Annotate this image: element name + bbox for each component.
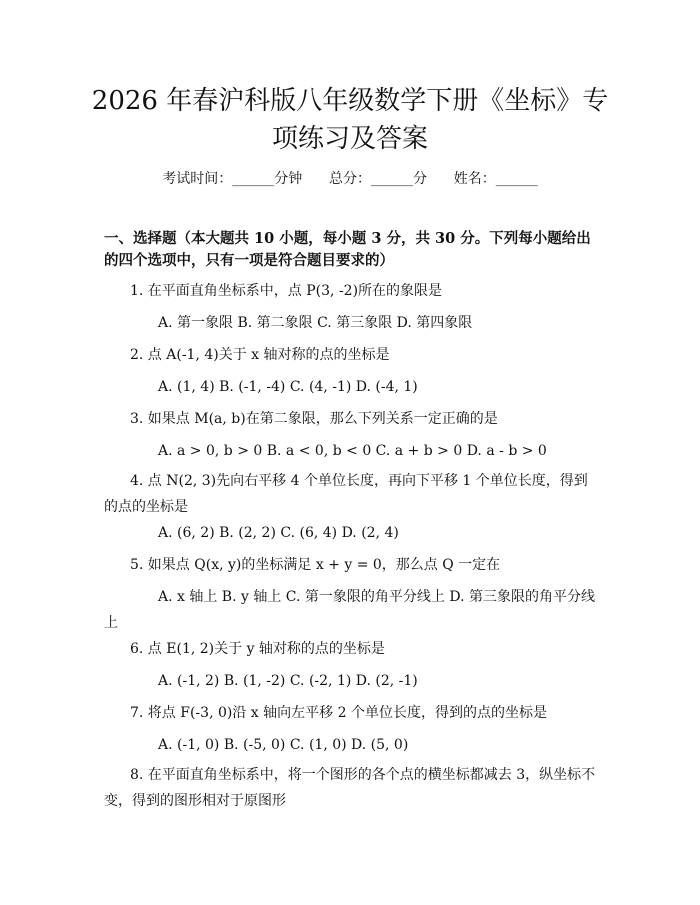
question-4-stem: 4. 点 N(2, 3)先向右平移 4 个单位长度，再向下平移 1 个单位长度，得到的点的坐标是 (104, 473, 588, 515)
question-6-options: A. (-1, 2) B. (1, -2) C. (-2, 1) D. (2, -1) (158, 673, 418, 689)
question-7-stem: 7. 将点 F(-3, 0)沿 x 轴向左平移 2 个单位长度，得到的点的坐标是 (130, 705, 547, 721)
question-6-stem: 6. 点 E(1, 2)关于 y 轴对称的点的坐标是 (130, 641, 385, 657)
question-3-stem: 3. 如果点 M(a, b)在第二象限，那么下列关系一定正确的是 (130, 411, 498, 427)
question-2-stem: 2. 点 A(-1, 4)关于 x 轴对称的点的坐标是 (130, 347, 390, 363)
question-5-stem: 5. 如果点 Q(x, y)的坐标满足 x + y = 0，那么点 Q 一定在 (130, 557, 501, 573)
question-7-options: A. (-1, 0) B. (-5, 0) C. (1, 0) D. (5, 0) (158, 737, 409, 753)
question-4-options: A. (6, 2) B. (2, 2) C. (6, 4) D. (2, 4) (158, 525, 399, 541)
exam-info-line: 考试时间：______分钟 总分：______分 姓名：______ (162, 171, 538, 187)
question-1-options: A. 第一象限 B. 第二象限 C. 第三象限 D. 第四象限 (158, 315, 473, 331)
question-3-options: A. a > 0, b > 0 B. a < 0, b < 0 C. a + b > 0 D. a - b > 0 (158, 443, 547, 459)
question-2-options: A. (1, 4) B. (-1, -4) C. (4, -1) D. (-4, 1) (158, 379, 418, 395)
question-5-options: A. x 轴上 B. y 轴上 C. 第一象限的角平分线上 D. 第三象限的角平分线上 (104, 589, 595, 631)
document-title: 2026 年春沪科版八年级数学下册《坐标》专项练习及答案 (91, 86, 609, 154)
question-1-stem: 1. 在平面直角坐标系中，点 P(3, -2)所在的象限是 (130, 283, 443, 299)
question-8-stem: 8. 在平面直角坐标系中，将一个图形的各个点的横坐标都减去 3，纵坐标不变，得到的图形相对于原图形 (104, 767, 596, 809)
section-heading: 一、选择题（本大题共 10 小题，每小题 3 分，共 30 分。下列每小题给出的四个选项中，只有一项是符合题目要求的） (104, 230, 591, 269)
